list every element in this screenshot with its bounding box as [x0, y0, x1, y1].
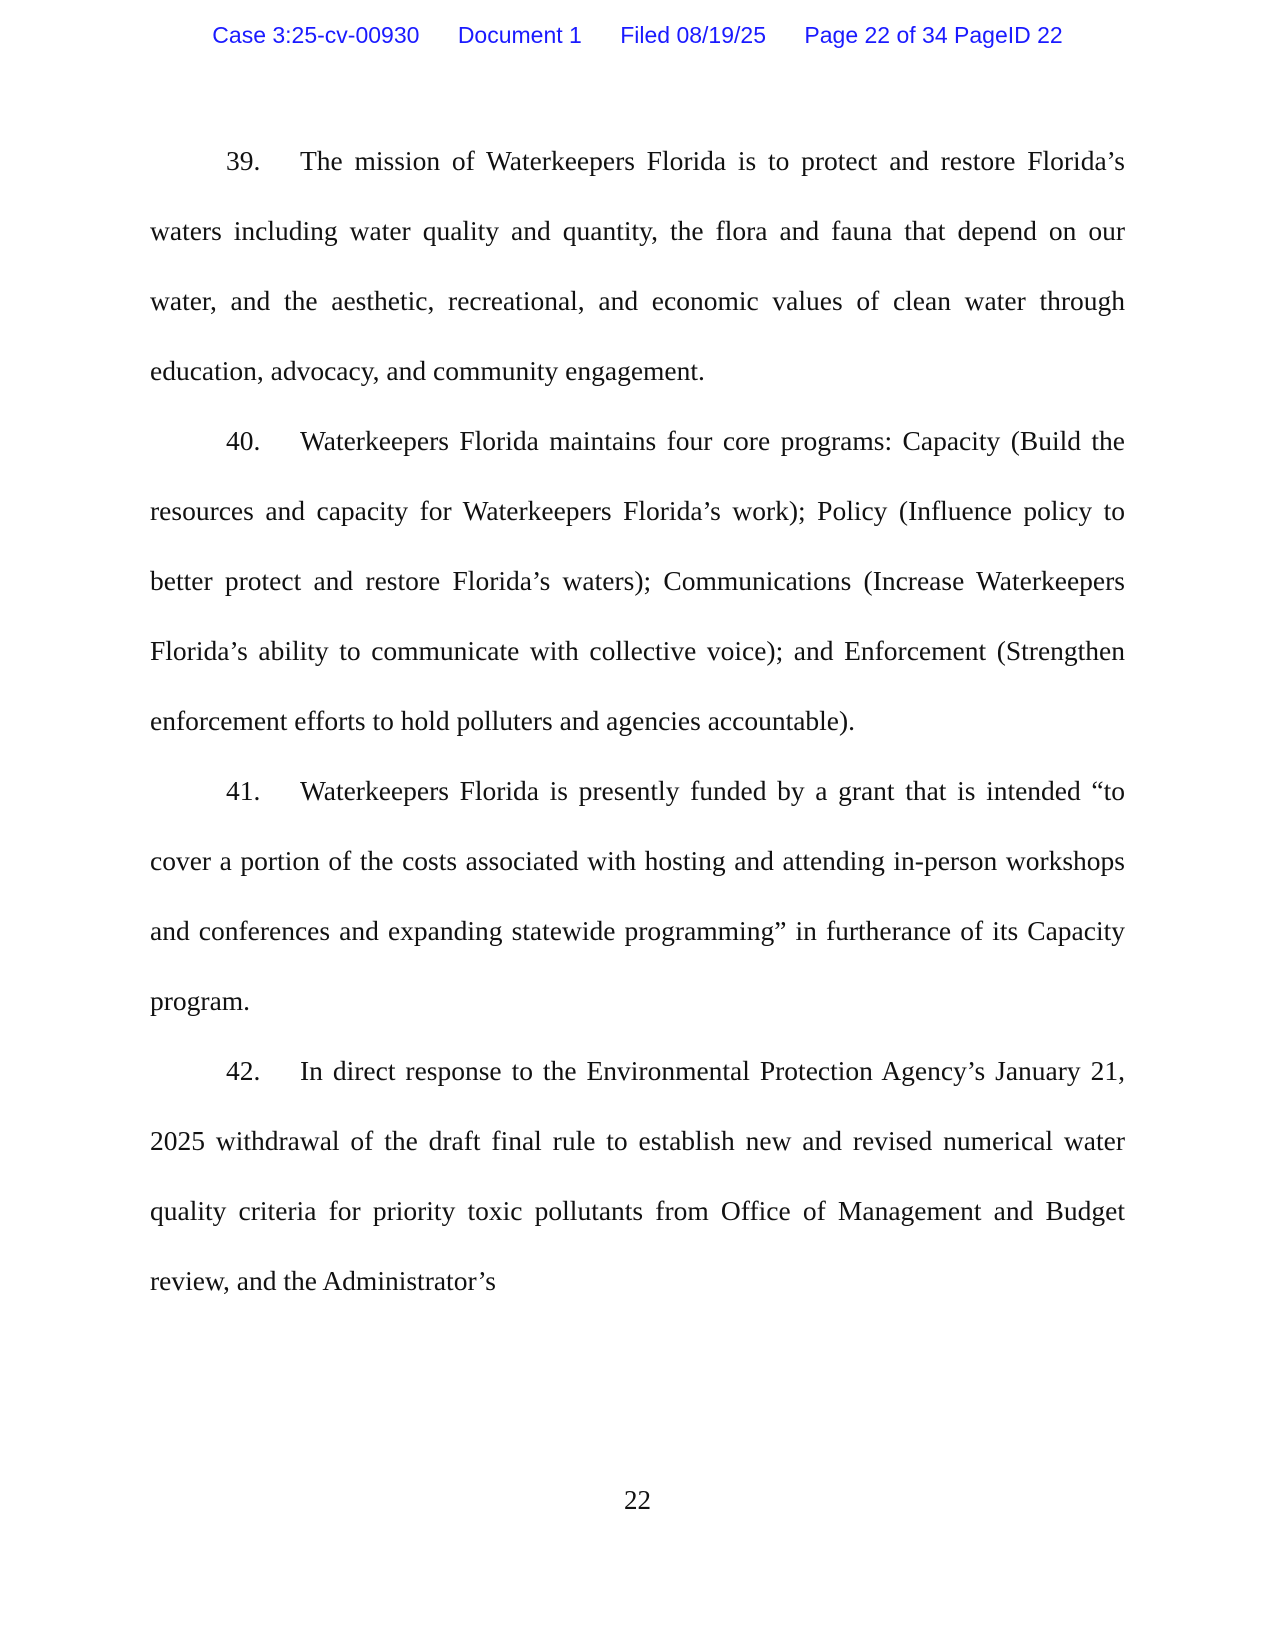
paragraph-number: 42.: [226, 1055, 261, 1086]
paragraph-39: [150, 126, 1125, 406]
paragraph-42: [150, 1036, 1125, 1316]
paragraph-41: [150, 756, 1125, 1036]
paragraph-number: 39.: [226, 145, 261, 176]
paragraph-text: The mission of Waterkeepers Florida is to protect and restore Florida’s waters including water quality and quantity, the flora and fauna that depend on our water, and the aesthetic, recreational, and economic values of clean water through education, advocacy, and community engagement.: [150, 145, 1125, 386]
paragraph-text: Waterkeepers Florida maintains four core programs: Capacity (Build the resources and capacity for Waterkeepers Florida’s work); Policy (Influence policy to better protect and restore Florida’s waters); Communications (Increase Waterkeepers Florida’s ability to communicate with collective voice); and Enforcement (Strengthen enforcement efforts to hold polluters and agencies accountable).: [150, 425, 1125, 736]
paragraph-40: [150, 406, 1125, 756]
page-id: Page 22 of 34 PageID 22: [804, 22, 1063, 48]
paragraph-number: 40.: [226, 425, 261, 456]
case-number: Case 3:25-cv-00930: [212, 22, 420, 48]
filed-date: Filed 08/19/25: [620, 22, 766, 48]
page-number: 22: [624, 1485, 651, 1515]
document-body: [150, 126, 1125, 1316]
paragraph-text: In direct response to the Environmental Protection Agency’s January 21, 2025 withdrawal of the draft final rule to establish new and revised numerical water quality criteria for priority toxic pollutants from Office of Management and Budget review, and the Administrator’s: [150, 1055, 1125, 1296]
paragraph-number: 41.: [226, 775, 261, 806]
ecf-filing-header: [0, 22, 1275, 49]
document-number: Document 1: [457, 22, 582, 48]
paragraph-text: Waterkeepers Florida is presently funded by a grant that is intended “to cover a portion of the costs associated with hosting and attending in-person workshops and conferences and expanding statewide programming” in furtherance of its Capacity program.: [150, 775, 1125, 1016]
